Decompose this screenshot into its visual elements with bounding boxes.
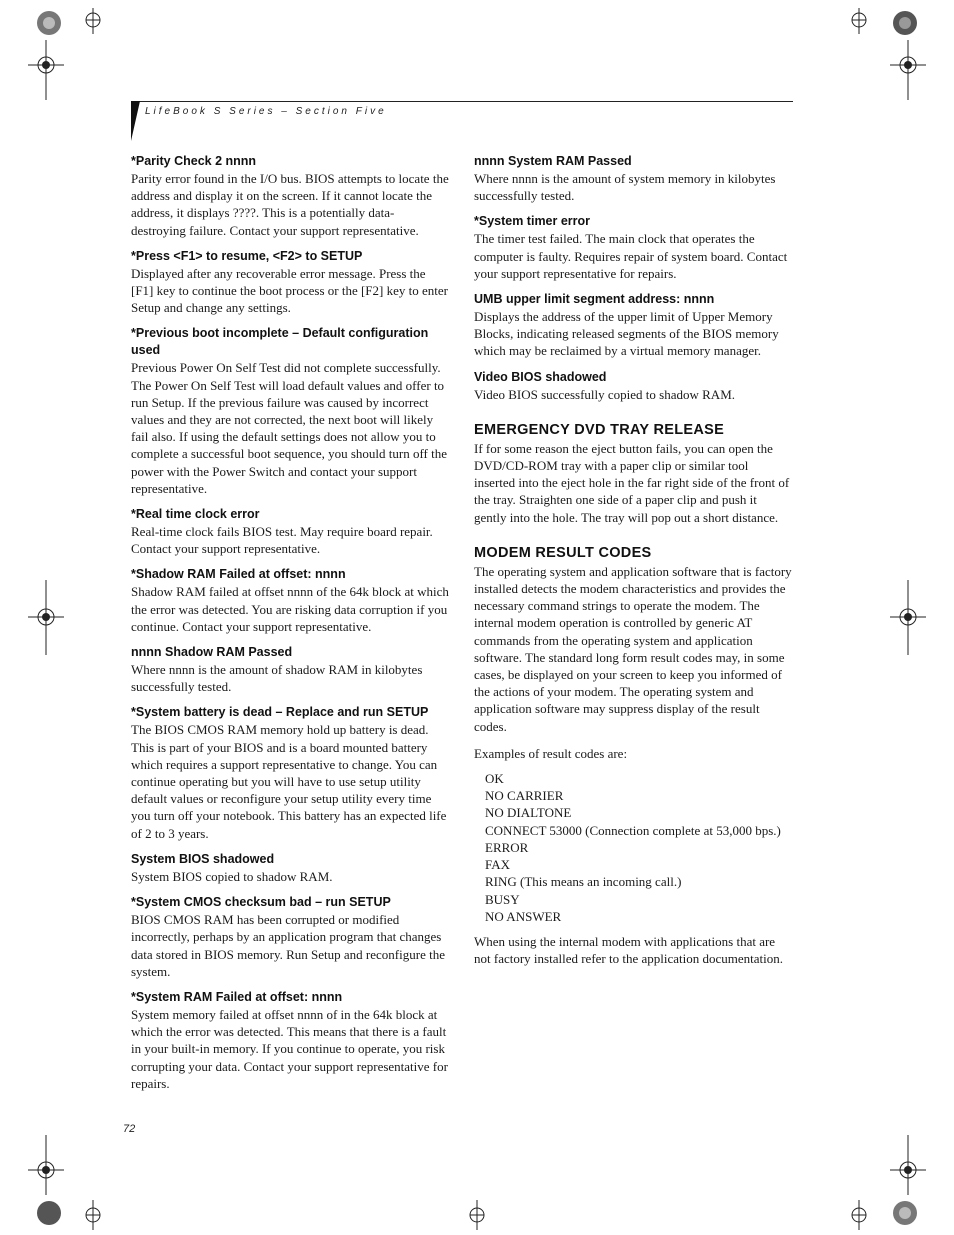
right-column	[474, 153, 792, 967]
error-entry	[131, 894, 449, 980]
entry-heading: *Shadow RAM Failed at offset: nnnn	[131, 567, 346, 582]
header-tab-marker	[131, 101, 140, 141]
entry-body: System memory failed at offset nnnn of in the 64k block at which the error was detected. This means that there is a fault in your built-in memory. If you continue to operate, you risk corrupting your data. Contact your support representative for repairs.	[131, 1006, 448, 1091]
entry-body: Displays the address of the upper limit of Upper Memory Blocks, indicating released segments of the BIOS memory which may be reclaimed by a virtual memory manager.	[474, 309, 779, 359]
registration-mark-icon	[890, 580, 926, 655]
crosshair-icon	[848, 1200, 870, 1230]
entry-body: Real-time clock fails BIOS test. May require board repair. Contact your support representative.	[131, 524, 433, 557]
left-column	[131, 153, 449, 1101]
entry-heading: UMB upper limit segment address: nnnn	[474, 292, 715, 307]
error-entry	[131, 704, 449, 841]
section-body-modem: The operating system and application software that is factory installed detects the modem characteristics and provides the necessary command strings to operate the modem. The internal modem operation is controlled by generic AT commands from the operating system and application software. The standard long form result codes may, in some cases, be displayed on your screen to keep you informed of the actions of your modem. The operating system and application software may suppress display of the result codes.	[474, 563, 792, 734]
result-code-item: ERROR	[485, 839, 529, 855]
entry-heading: Video BIOS shadowed	[474, 369, 607, 384]
result-code-item: RING (This means an incoming call.)	[485, 874, 682, 890]
entry-body: BIOS CMOS RAM has been corrupted or modified incorrectly, perhaps by an application program that changes data stored in BIOS memory. Run Setup and reconfigure the system.	[131, 912, 445, 979]
entry-body: Previous Power On Self Test did not complete successfully. The Power On Self Test will load default values and offer to run Setup. If the previous failure was caused by incorrect values and they are not corrected, the next boot will likely fail also. If using the default settings does not allow you to complete a successful boot sequence, you should turn off the power with the Power Switch and contact your support representative.	[131, 360, 448, 496]
error-entry	[474, 153, 792, 204]
entry-body: Parity error found in the I/O bus. BIOS attempts to locate the address and display it on the screen. If it cannot locate the address, it displays ????. This is a potentially data-destroying failure. Contact your support representative.	[131, 171, 449, 238]
entry-heading: nnnn Shadow RAM Passed	[131, 645, 293, 660]
error-entry	[131, 566, 449, 635]
page-number: 72	[123, 1123, 136, 1135]
entry-body: Shadow RAM failed at offset nnnn of the 64k block at which the error was detected. You are risking data corruption if you continue. Contact your support representative.	[131, 584, 449, 634]
color-bar-swatch-icon	[36, 1200, 62, 1226]
running-header	[131, 101, 793, 141]
color-bar-swatch-icon	[892, 10, 918, 36]
examples-intro: Examples of result codes are:	[474, 745, 628, 761]
entry-body: The timer test failed. The main clock that operates the computer is faulty. Requires repair of system board. Contact your support representative for repairs.	[474, 231, 788, 281]
crosshair-icon	[82, 8, 104, 34]
entry-heading: *Parity Check 2 nnnn	[131, 154, 257, 168]
error-entry	[474, 291, 792, 360]
registration-mark-icon	[890, 40, 926, 100]
entry-heading: *Press <F1> to resume, <F2> to SETUP	[131, 248, 363, 263]
result-code-item: NO ANSWER	[485, 908, 562, 924]
error-entry	[474, 369, 792, 403]
registration-mark-icon	[28, 1135, 64, 1195]
color-bar-swatch-icon	[892, 1200, 918, 1226]
entry-heading: nnnn System RAM Passed	[474, 154, 632, 168]
entry-heading: *System battery is dead – Replace and run SETUP	[131, 705, 429, 720]
crosshair-icon	[848, 8, 870, 34]
result-code-item: NO CARRIER	[485, 788, 564, 804]
entry-heading: *Previous boot incomplete – Default configuration used	[131, 326, 429, 358]
crosshair-icon	[466, 1200, 488, 1230]
entry-body: Video BIOS successfully copied to shadow RAM.	[474, 386, 735, 402]
result-code-item: BUSY	[485, 891, 520, 907]
section-heading-emergency: EMERGENCY DVD TRAY RELEASE	[474, 421, 725, 438]
entry-body: Displayed after any recoverable error message. Press the [F1] key to continue the boot process or the [F2] key to enter Setup and change any settings.	[131, 265, 448, 316]
error-entry	[131, 506, 449, 557]
closing-paragraph: When using the internal modem with applications that are not factory installed refer to the application documentation.	[474, 933, 784, 967]
result-code-item: CONNECT 53000 (Connection complete at 53,000 bps.)	[485, 822, 781, 838]
error-entry	[131, 153, 449, 239]
error-entry	[131, 851, 449, 885]
registration-mark-icon	[28, 40, 64, 100]
entry-body: Where nnnn is the amount of system memory in kilobytes successfully tested.	[474, 171, 776, 204]
registration-mark-icon	[890, 1135, 926, 1195]
result-code-item: FAX	[485, 857, 511, 873]
result-codes-list	[474, 770, 792, 925]
entry-body: System BIOS copied to shadow RAM.	[131, 868, 333, 884]
section-body-emergency: If for some reason the eject button fails, you can open the DVD/CD-ROM tray with a paper clip or similar tool inserted into the eject hole in the far right side of the front of the tray. Straighten one side of a paper clip and push it gently into the hole. The tray will pop out a short distance.	[474, 440, 790, 525]
error-entry	[474, 213, 792, 282]
registration-mark-icon	[28, 580, 64, 655]
error-entry	[131, 644, 449, 695]
entry-heading: System BIOS shadowed	[131, 851, 275, 866]
entry-heading: *System CMOS checksum bad – run SETUP	[131, 895, 391, 910]
error-entry	[131, 989, 449, 1092]
section-heading-modem: MODEM RESULT CODES	[474, 544, 652, 561]
entry-body: The BIOS CMOS RAM memory hold up battery is dead. This is part of your BIOS and is a board mounted battery which requires a support representative to change. You can continue operating but you will have to use setup utility default values or reconfigure your setup utility every time you turn off your notebook. This battery has an expected life of 2 to 3 years.	[131, 722, 447, 841]
error-entry	[131, 325, 449, 497]
crosshair-icon	[82, 1200, 104, 1230]
header-rule	[131, 101, 793, 102]
entry-body: Where nnnn is the amount of shadow RAM in kilobytes successfully tested.	[131, 662, 423, 695]
error-entry	[131, 248, 449, 317]
entry-heading: *System RAM Failed at offset: nnnn	[131, 989, 343, 1004]
entry-heading: *System timer error	[474, 214, 591, 229]
color-bar-swatch-icon	[36, 10, 62, 36]
header-title: LifeBook S Series – Section Five	[145, 106, 387, 117]
result-code-item: OK	[485, 771, 504, 787]
result-code-item: NO DIALTONE	[485, 805, 572, 821]
entry-heading: *Real time clock error	[131, 507, 260, 522]
